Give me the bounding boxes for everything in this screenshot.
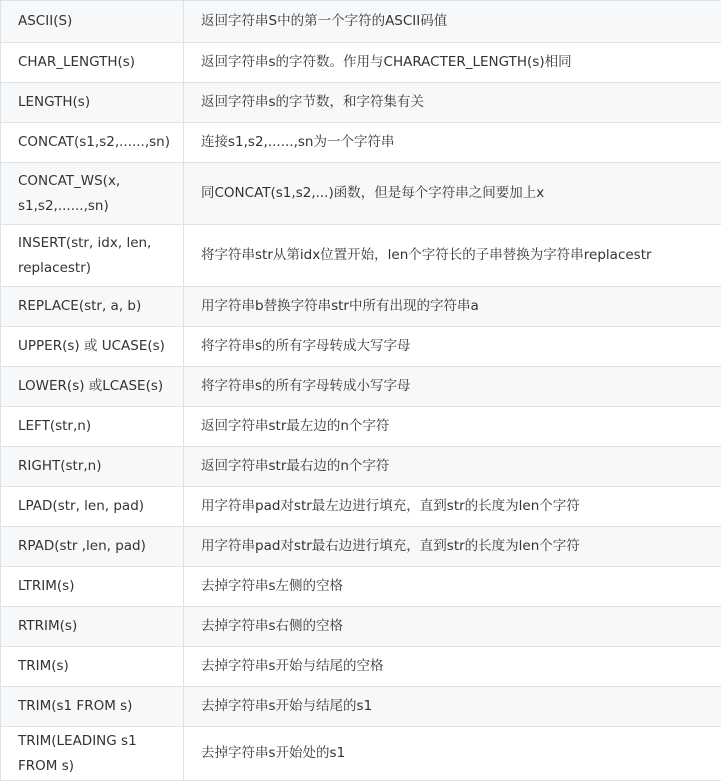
table-row [1, 367, 721, 407]
table-row [1, 123, 721, 163]
function-name-cell: RPAD(str ,len, pad) [1, 527, 184, 567]
function-name-cell: CONCAT_WS(x, s1,s2,......,sn) [1, 163, 184, 225]
table-row [1, 163, 721, 225]
function-description-cell: 返回字符串S中的第一个字符的ASCII码值 [184, 1, 721, 43]
table-row [1, 687, 721, 727]
table-row [1, 647, 721, 687]
function-description-cell: 去掉字符串s开始处的s1 [184, 727, 721, 781]
function-name-cell: ASCII(S) [1, 1, 184, 43]
function-description-cell: 同CONCAT(s1,s2,...)函数，但是每个字符串之间要加上x [184, 163, 721, 225]
table-row [1, 327, 721, 367]
function-name-cell: TRIM(LEADING s1 FROM s) [1, 727, 184, 781]
function-description-cell: 用字符串pad对str最左边进行填充，直到str的长度为len个字符 [184, 487, 721, 527]
table-body [1, 1, 721, 781]
function-name-cell: RTRIM(s) [1, 607, 184, 647]
function-description-cell: 用字符串pad对str最右边进行填充，直到str的长度为len个字符 [184, 527, 721, 567]
function-description-cell: 将字符串s的所有字母转成小写字母 [184, 367, 721, 407]
function-description-cell: 用字符串b替换字符串str中所有出现的字符串a [184, 287, 721, 327]
function-name-cell: LTRIM(s) [1, 567, 184, 607]
function-name-cell: LPAD(str, len, pad) [1, 487, 184, 527]
function-name-cell: LEFT(str,n) [1, 407, 184, 447]
function-description-cell: 返回字符串str最右边的n个字符 [184, 447, 721, 487]
function-name-cell: LOWER(s) 或LCASE(s) [1, 367, 184, 407]
function-name-cell: INSERT(str, idx, len, replacestr) [1, 225, 184, 287]
function-name-cell: TRIM(s1 FROM s) [1, 687, 184, 727]
table-row [1, 447, 721, 487]
function-name-cell: REPLACE(str, a, b) [1, 287, 184, 327]
table-row [1, 225, 721, 287]
function-description-cell: 去掉字符串s开始与结尾的s1 [184, 687, 721, 727]
function-name-cell: CONCAT(s1,s2,......,sn) [1, 123, 184, 163]
table-row [1, 83, 721, 123]
table-row [1, 527, 721, 567]
function-description-cell: 将字符串s的所有字母转成大写字母 [184, 327, 721, 367]
function-description-cell: 连接s1,s2,......,sn为一个字符串 [184, 123, 721, 163]
function-name-cell: CHAR_LENGTH(s) [1, 43, 184, 83]
function-description-cell: 去掉字符串s右侧的空格 [184, 607, 721, 647]
function-description-cell: 去掉字符串s左侧的空格 [184, 567, 721, 607]
function-name-cell: RIGHT(str,n) [1, 447, 184, 487]
table-row [1, 727, 721, 781]
table-row [1, 607, 721, 647]
table-row [1, 1, 721, 43]
function-name-cell: TRIM(s) [1, 647, 184, 687]
table-row [1, 567, 721, 607]
table-row [1, 43, 721, 83]
function-description-cell: 返回字符串s的字符数。作用与CHARACTER_LENGTH(s)相同 [184, 43, 721, 83]
function-description-cell: 去掉字符串s开始与结尾的空格 [184, 647, 721, 687]
table-row [1, 287, 721, 327]
table-row [1, 407, 721, 447]
function-description-cell: 将字符串str从第idx位置开始，len个字符长的子串替换为字符串replacestr [184, 225, 721, 287]
function-name-cell: LENGTH(s) [1, 83, 184, 123]
table-row [1, 487, 721, 527]
function-name-cell: UPPER(s) 或 UCASE(s) [1, 327, 184, 367]
function-description-cell: 返回字符串str最左边的n个字符 [184, 407, 721, 447]
function-description-cell: 返回字符串s的字节数，和字符集有关 [184, 83, 721, 123]
